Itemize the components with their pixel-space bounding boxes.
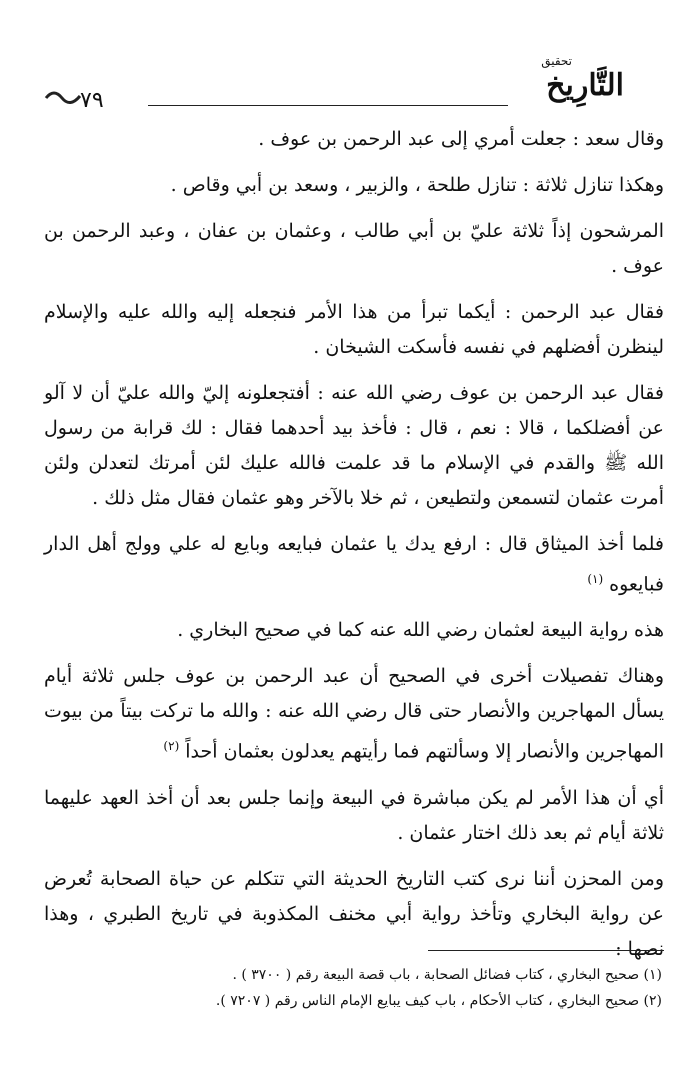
footnote-divider [428,950,664,951]
paragraph: فلما أخذ الميثاق قال : ارفع يدك يا عثمان فبايعه وبايع له علي وولج أهل الدار فبايعوه$^{(١)}$ [44,533,664,596]
paragraph: أي أن هذا الأمر لم يكن مباشرة في البيعة وإنما جلس بعد أن أخذ العهد عليهما ثلاثة أيام ثم بعد ذلك اختار عثمان . [44,786,664,844]
paragraph: المرشحون إذاً ثلاثة عليّ بن أبي طالب ، وعثمان بن عفان ، وعبد الرحمن بن عوف . [44,220,664,277]
footnote: (١) صحيح البخاري ، كتاب فضائل الصحابة ، باب قصة البيعة رقم ( ٣٧٠٠ ) . [232,967,662,983]
main-text [44,122,664,978]
footnote-ref[interactable]: (٢) [163,739,180,754]
page-number: ٧٩ [80,88,104,113]
book-title-logo [474,54,644,118]
paragraph: وقال سعد : جعلت أمري إلى عبد الرحمن بن عوف . [258,128,664,150]
swash-ornament-icon [44,86,82,106]
logo-subtitle: تحقيق [541,54,572,68]
paragraph: وهكذا تنازل ثلاثة : تنازل طلحة ، والزبير ، وسعد بن أبي وقاص . [170,174,664,196]
footnote-ref[interactable]: (١) [587,572,604,586]
paragraph: فقال عبد الرحمن : أيكما تبرأ من هذا الأمر فنجعله إليه والله عليه والإسلام لينظرن أفضلهم في نفسه فأسكت الشيخان . [44,301,664,358]
paragraph: فقال عبد الرحمن بن عوف رضي الله عنه : أفتجعلونه إليّ والله عليّ أن لا آلو عن أفضلكما ، قالا : نعم ، قال : فأخذ بيد أحدهما فقال : لك قرابة من رسول الله ﷺ والقدم في الإسلام ما قد علمت فالله عليك لئن أمرتك لتعدلن ولئن أمرت عثمان لتسمعن ولتطيعن ، ثم خلا بالآخر وهو عثمان فقال مثل ذلك . [44,382,664,509]
header-rule [148,105,508,106]
page-header [30,54,662,120]
footnote: (٢) صحيح البخاري ، كتاب الأحكام ، باب كيف يبايع الإمام الناس رقم ( ٧٢٠٧ ). [215,993,662,1009]
logo-title: التَّارِيخ [546,68,624,103]
paragraph: ومن المحزن أننا نرى كتب التاريخ الحديثة التي تتكلم عن حياة الصحابة تُعرض عن رواية البخاري وتأخذ رواية أبي مخنف المكذوبة في تاريخ الطبري ، وهذا نصها : [44,867,664,960]
paragraph: هذه رواية البيعة لعثمان رضي الله عنه كما في صحيح البخاري . [177,619,664,642]
paragraph: وهناك تفصيلات أخرى في الصحيح أن عبد الرحمن بن عوف جلس ثلاثة أيام يسأل المهاجرين والأنصار حتى قال رضي الله عنه : والله ما تركت بيتاً من بيوت المهاجرين والأنصار إلا وسألتهم فما رأيتهم يعدلون بعثمان أحداً$^{(٢)}$ [44,665,664,763]
footnotes [42,962,662,1014]
